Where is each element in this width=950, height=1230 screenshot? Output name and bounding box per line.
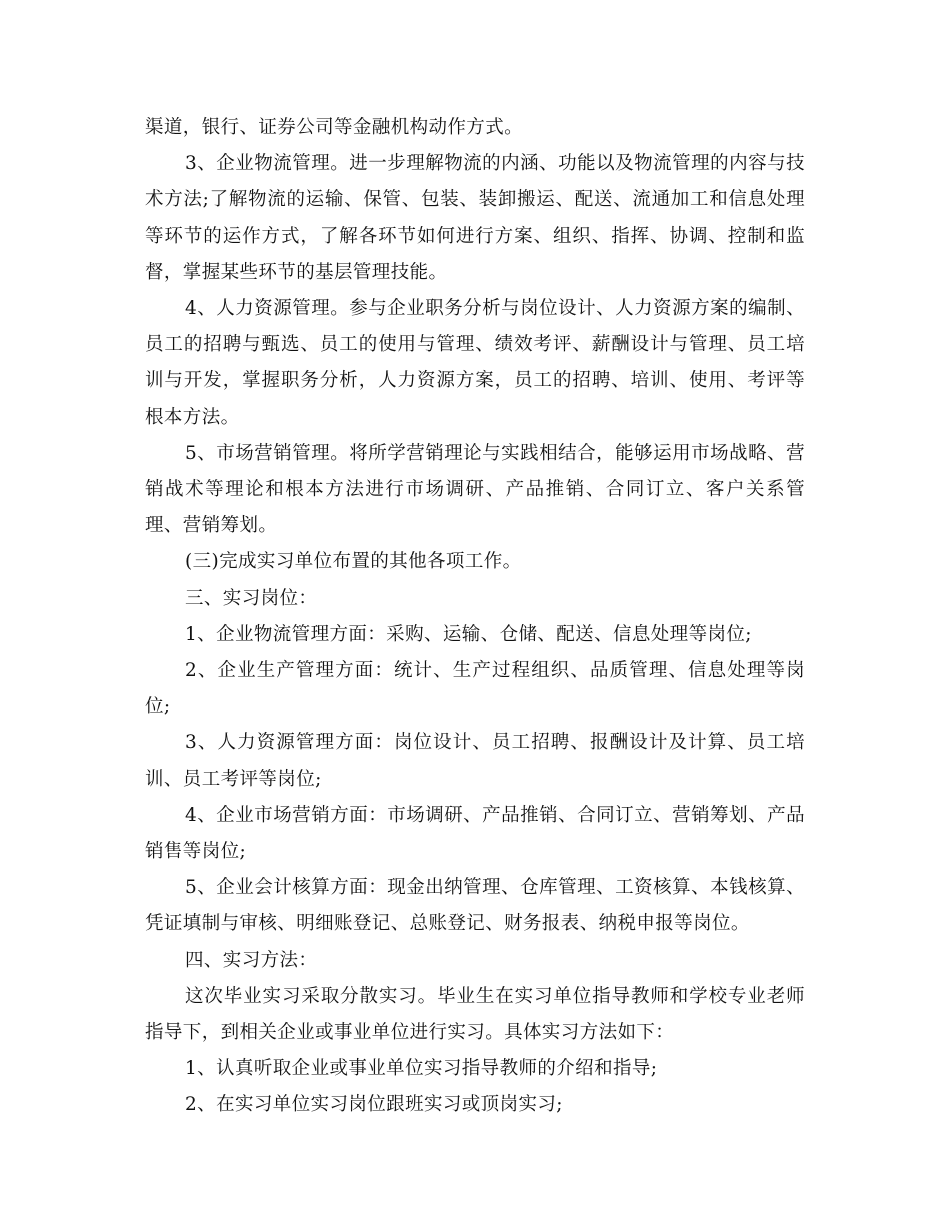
paragraph-5: (三)完成实习单位布置的其他各项工作。 xyxy=(185,551,522,573)
paragraph-13: 这次毕业实习采取分散实习。毕业生在实习单位指导教师和学校专业老师指导下，到相关企业或事业单位进行实习。具体实习方法如下： xyxy=(145,985,805,1044)
section-heading-4: 四、实习方法： xyxy=(185,949,318,971)
paragraph-8: 2、企业生产管理方面：统计、生产过程组织、品质管理、信息处理等岗位; xyxy=(145,660,805,718)
paragraph-1: 渠道，银行、证券公司等金融机构动作方式。 xyxy=(145,117,524,138)
paragraph-3: 4、人力资源管理。参与企业职务分析与岗位设计、人力资源方案的编制、员工的招聘与甄选、员工的使用与管理、绩效考评、薪酬设计与管理、员工培训与开发，掌握职务分析，人力资源方案，员工的招聘、培训、使用、考评等根本方法。 xyxy=(145,298,805,428)
document-body xyxy=(145,110,805,1124)
paragraph-14: 1、认真听取企业或事业单位实习指导教师的介绍和指导; xyxy=(185,1058,658,1080)
paragraph-11: 5、企业会计核算方面：现金出纳管理、仓库管理、工资核算、本钱核算、凭证填制与审核、明细账登记、总账登记、财务报表、纳税申报等岗位。 xyxy=(145,877,805,935)
paragraph-9: 3、人力资源管理方面：岗位设计、员工招聘、报酬设计及计算、员工培训、员工考评等岗位; xyxy=(145,732,805,790)
paragraph-15: 2、在实习单位实习岗位跟班实习或顶岗实习; xyxy=(185,1094,563,1116)
paragraph-2: 3、企业物流管理。进一步理解物流的内涵、功能以及物流管理的内容与技术方法;了解物流的运输、保管、包装、装卸搬运、配送、流通加工和信息处理等环节的运作方式，了解各环节如何进行方案、组织、指挥、协调、控制和监督，掌握某些环节的基层管理技能。 xyxy=(145,153,805,283)
paragraph-7: 1、企业物流管理方面：采购、运输、仓储、配送、信息处理等岗位; xyxy=(185,623,752,645)
paragraph-10: 4、企业市场营销方面：市场调研、产品推销、合同订立、营销筹划、产品销售等岗位; xyxy=(145,804,805,863)
paragraph-4: 5、市场营销管理。将所学营销理论与实践相结合，能够运用市场战略、营销战术等理论和根本方法进行市场调研、产品推销、合同订立、客户关系管理、营销筹划。 xyxy=(145,442,805,537)
section-heading-3: 三、实习岗位： xyxy=(185,587,318,609)
